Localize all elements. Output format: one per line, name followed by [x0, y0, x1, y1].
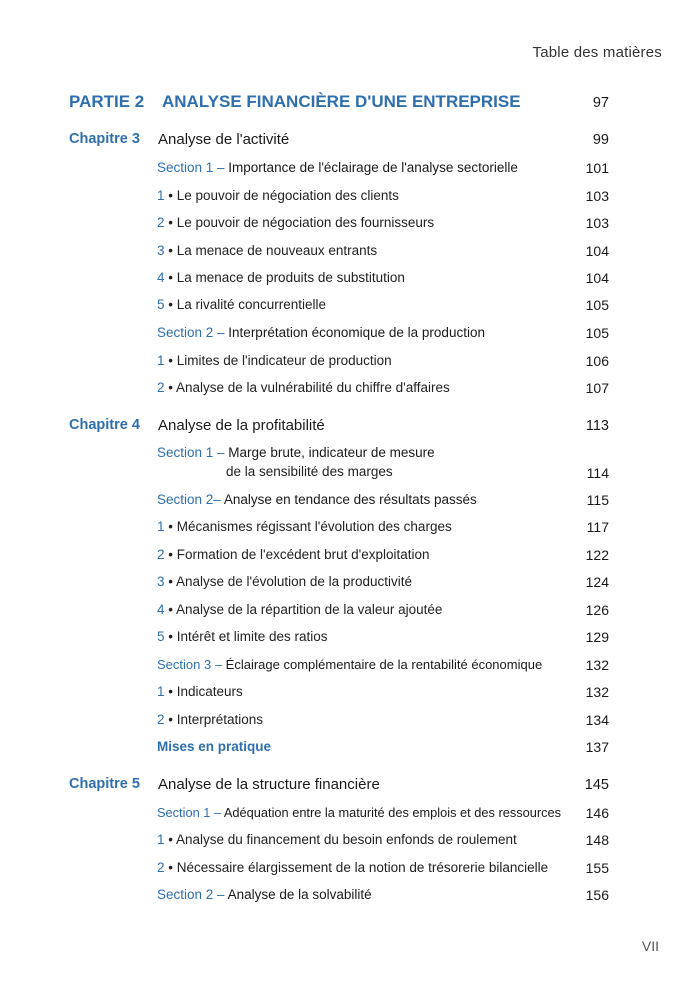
- toc-section: [157, 492, 477, 507]
- section-page: 114: [586, 465, 609, 481]
- item-number: 1: [157, 832, 165, 847]
- section-label: Section 2–: [157, 492, 224, 507]
- toc-item: [157, 547, 430, 562]
- item-page: 126: [585, 602, 609, 618]
- item-number: 3: [157, 243, 165, 258]
- toc-section: [157, 445, 435, 460]
- item-number: 2: [157, 215, 165, 230]
- chapter-4-label: Chapitre 4: [69, 417, 140, 433]
- item-title: • Nécessaire élargissement de la notion de trésorerie bilancielle: [164, 860, 549, 875]
- item-title: • Analyse de l'évolution de la productivité: [164, 574, 412, 589]
- toc-item: [157, 243, 377, 258]
- section-title: Interprétation économique de la production: [228, 325, 485, 340]
- item-number: 2: [157, 380, 165, 395]
- section-page: 101: [585, 160, 609, 176]
- page-folio: VII: [641, 938, 659, 954]
- item-title: • Analyse du financement du besoin enfonds de roulement: [164, 832, 517, 847]
- chapter-3-label: Chapitre 3: [69, 131, 140, 147]
- toc-item: [157, 380, 450, 395]
- item-page: 148: [585, 832, 609, 848]
- section-label: Section 2 –: [157, 887, 228, 902]
- toc-item: [157, 684, 243, 699]
- item-number: 4: [157, 602, 165, 617]
- chapter-5-label: Chapitre 5: [69, 776, 140, 792]
- section-title: Marge brute, indicateur de mesure: [228, 445, 435, 460]
- toc-item: [157, 832, 517, 847]
- toc-section: [157, 887, 372, 902]
- item-title: • Analyse de la vulnérabilité du chiffre d'affaires: [164, 380, 450, 395]
- item-page: 104: [585, 243, 609, 259]
- section-page: 105: [585, 325, 609, 341]
- section-title: Importance de l'éclairage de l'analyse sectorielle: [228, 160, 518, 175]
- item-page: 105: [585, 297, 609, 313]
- section-label: Section 1 –: [157, 160, 229, 175]
- item-page: 103: [585, 215, 609, 231]
- item-number: 5: [157, 629, 165, 644]
- item-page: 129: [585, 629, 609, 645]
- item-page: 107: [585, 380, 609, 396]
- item-number: 2: [157, 712, 165, 727]
- item-number: 1: [157, 188, 165, 203]
- section-label: Section 3 –: [157, 657, 226, 672]
- item-title: • Indicateurs: [164, 684, 243, 699]
- toc-item: [157, 188, 399, 203]
- item-title: • La menace de produits de substitution: [164, 270, 405, 285]
- item-title: • Interprétations: [164, 712, 264, 727]
- section-page: 146: [585, 805, 609, 821]
- mises-page: 137: [585, 739, 609, 755]
- chapter-3-page: 99: [592, 132, 609, 148]
- item-number: 1: [157, 684, 165, 699]
- item-title: • Analyse de la répartition de la valeur ajoutée: [164, 602, 443, 617]
- chapter-4-page: 113: [585, 418, 609, 434]
- toc-item: [157, 215, 434, 230]
- item-number: 2: [157, 547, 165, 562]
- item-number: 4: [157, 270, 165, 285]
- item-page: 155: [585, 860, 609, 876]
- item-number: 5: [157, 297, 165, 312]
- item-title: • Intérêt et limite des ratios: [164, 629, 328, 644]
- item-title: • La rivalité concurrentielle: [164, 297, 327, 312]
- item-page: 124: [585, 574, 609, 590]
- item-page: 134: [585, 712, 609, 728]
- toc-item: [157, 353, 392, 368]
- partie-page: 97: [592, 95, 609, 111]
- toc-item: [157, 574, 412, 589]
- item-page: 106: [585, 353, 609, 369]
- section-title: Analyse de la solvabilité: [227, 887, 372, 902]
- item-page: 104: [585, 270, 609, 286]
- section-label: Section 2 –: [157, 325, 229, 340]
- item-page: 132: [585, 684, 609, 700]
- item-title: • Limites de l'indicateur de production: [164, 353, 392, 368]
- toc-section: [157, 657, 542, 672]
- toc-item: [157, 519, 452, 534]
- toc-item: [157, 270, 405, 285]
- section-label: Section 1 –: [157, 805, 224, 820]
- item-number: 1: [157, 353, 165, 368]
- toc-section: [157, 805, 561, 820]
- toc-section: [157, 160, 518, 175]
- item-title: • Le pouvoir de négociation des fournisseurs: [164, 215, 435, 230]
- item-title: • Formation de l'excédent brut d'exploitation: [164, 547, 430, 562]
- item-title: • Le pouvoir de négociation des clients: [164, 188, 399, 203]
- section-title: Adéquation entre la maturité des emplois et des ressources: [223, 805, 562, 820]
- toc-item: [157, 297, 326, 312]
- toc-item: [157, 712, 263, 727]
- chapter-5-title: Analyse de la structure financière: [158, 776, 380, 793]
- item-number: 2: [157, 860, 165, 875]
- chapter-4-title: Analyse de la profitabilité: [158, 417, 325, 434]
- chapter-5-page: 145: [584, 777, 609, 793]
- running-head: Table des matières: [532, 44, 662, 61]
- toc-section: [157, 325, 485, 340]
- section-label: Section 1 –: [157, 445, 229, 460]
- chapter-3-title: Analyse de l'activité: [158, 131, 290, 148]
- partie-label: PARTIE 2: [69, 92, 145, 111]
- item-page: 103: [585, 188, 609, 204]
- item-number: 1: [157, 519, 165, 534]
- section-page: 156: [585, 887, 609, 903]
- partie-title: ANALYSE FINANCIÈRE D'UNE ENTREPRISE: [162, 92, 521, 111]
- section-title: Analyse en tendance des résultats passés: [223, 492, 477, 507]
- toc-item: [157, 629, 328, 644]
- item-title: • La menace de nouveaux entrants: [164, 243, 378, 258]
- toc-item: [157, 860, 548, 875]
- mises-en-pratique: Mises en pratique: [157, 739, 272, 754]
- toc-item: [157, 602, 442, 617]
- item-title: • Mécanismes régissant l'évolution des charges: [164, 519, 452, 534]
- section-title: Éclairage complémentaire de la rentabilité économique: [225, 657, 543, 672]
- section-title-continued: de la sensibilité des marges: [226, 464, 393, 479]
- item-page: 117: [586, 519, 609, 535]
- section-page: 115: [586, 492, 609, 508]
- section-page: 132: [585, 657, 609, 673]
- item-number: 3: [157, 574, 165, 589]
- item-page: 122: [585, 547, 609, 563]
